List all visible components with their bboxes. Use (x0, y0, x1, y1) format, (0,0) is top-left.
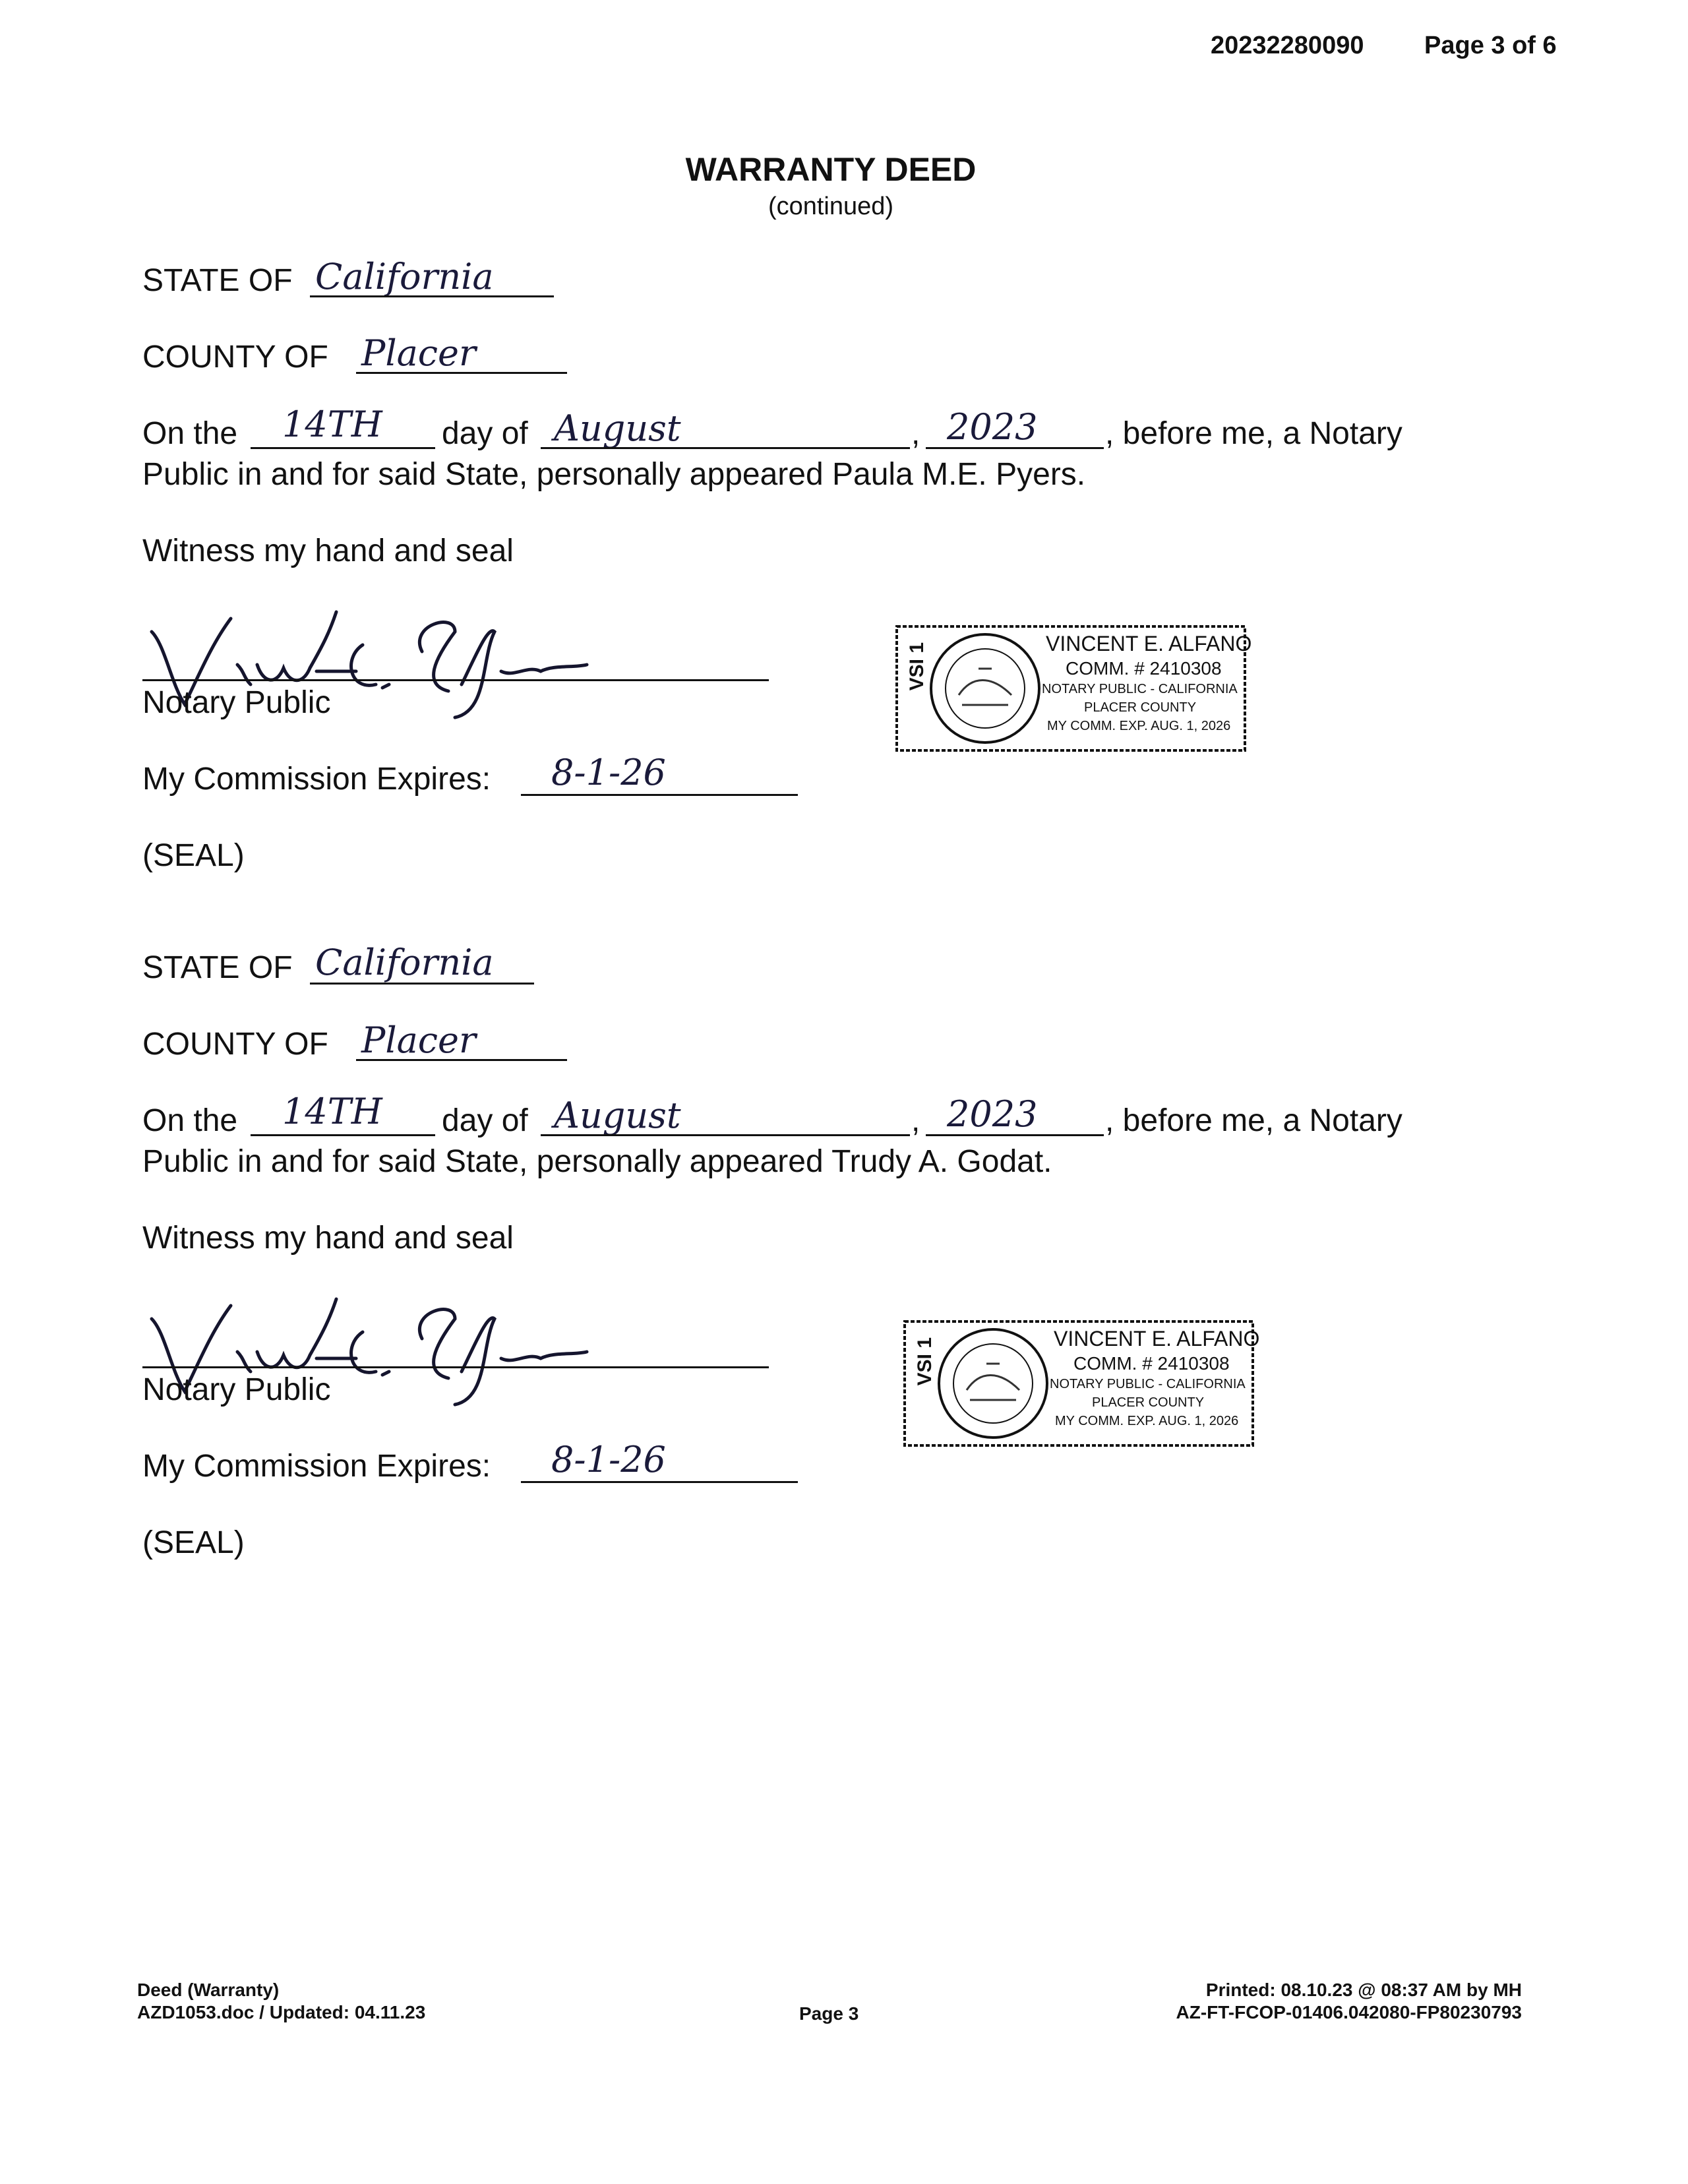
county-value: Placer (361, 1019, 476, 1061)
commission-label: My Commission Expires: (142, 1449, 491, 1484)
document-subtitle: (continued) (768, 193, 894, 220)
document-number: 20232280090 (1211, 32, 1364, 59)
notary-public-label: Notary Public (142, 685, 331, 720)
state-label: STATE OF (142, 950, 293, 985)
witness-text: Witness my hand and seal (142, 533, 514, 568)
witness-text: Witness my hand and seal (142, 1221, 514, 1256)
state-label: STATE OF (142, 263, 293, 298)
month-value: August (554, 1095, 681, 1136)
month-value: August (554, 408, 681, 449)
on-the-label: On the (142, 416, 238, 451)
commission-value: 8-1-26 (551, 752, 666, 793)
comma: , (911, 1103, 920, 1138)
footer-left-1: Deed (Warranty) (137, 1980, 280, 2000)
footer-right-2: AZ-FT-FCOP-01406.042080-FP80230793 (1176, 2002, 1522, 2022)
notary-public-label: Notary Public (142, 1372, 331, 1407)
day-of-label: day of (442, 1103, 528, 1138)
page-indicator: Page 3 of 6 (1424, 32, 1557, 59)
day-of-label: day of (442, 416, 528, 451)
notary-stamp-1: VSI 1 VINCENT E. ALFANO COMM. # 2410308 NOTARY PUBLIC - CALIFORNIA PLACER COUNTY MY COMM. EXP. AUG. 1, 2026 (893, 622, 1249, 754)
state-value: California (315, 942, 494, 983)
seal-label: (SEAL) (142, 838, 245, 873)
day-value: 14TH (282, 404, 382, 445)
commission-label: My Commission Expires: (142, 762, 491, 797)
day-value: 14TH (282, 1091, 382, 1132)
year-value: 2023 (947, 1093, 1038, 1135)
year-value: 2023 (947, 406, 1038, 448)
county-value: Placer (361, 332, 476, 374)
county-label: COUNTY OF (142, 340, 328, 375)
county-label: COUNTY OF (142, 1027, 328, 1062)
footer-right-1: Printed: 08.10.23 @ 08:37 AM by MH (1205, 1980, 1522, 2000)
comma: , (911, 416, 920, 451)
state-value: California (315, 256, 494, 297)
commission-value: 8-1-26 (551, 1439, 666, 1480)
on-the-label: On the (142, 1103, 238, 1138)
document-title: WARRANTY DEED (685, 151, 977, 188)
notary-stamp-2: VSI 1 VINCENT E. ALFANO COMM. # 2410308 NOTARY PUBLIC - CALIFORNIA PLACER COUNTY MY COMM. EXP. AUG. 1, 2026 (901, 1318, 1257, 1449)
footer-page: Page 3 (799, 2003, 859, 2024)
seal-label: (SEAL) (142, 1525, 245, 1560)
appeared-line: Public in and for said State, personally appeared Trudy A. Godat. (142, 1144, 1052, 1179)
appeared-line: Public in and for said State, personally appeared Paula M.E. Pyers. (142, 457, 1086, 492)
before-me-text: , before me, a Notary (1105, 416, 1402, 451)
before-me-text: , before me, a Notary (1105, 1103, 1402, 1138)
footer-left-2: AZD1053.doc / Updated: 04.11.23 (137, 2002, 426, 2022)
